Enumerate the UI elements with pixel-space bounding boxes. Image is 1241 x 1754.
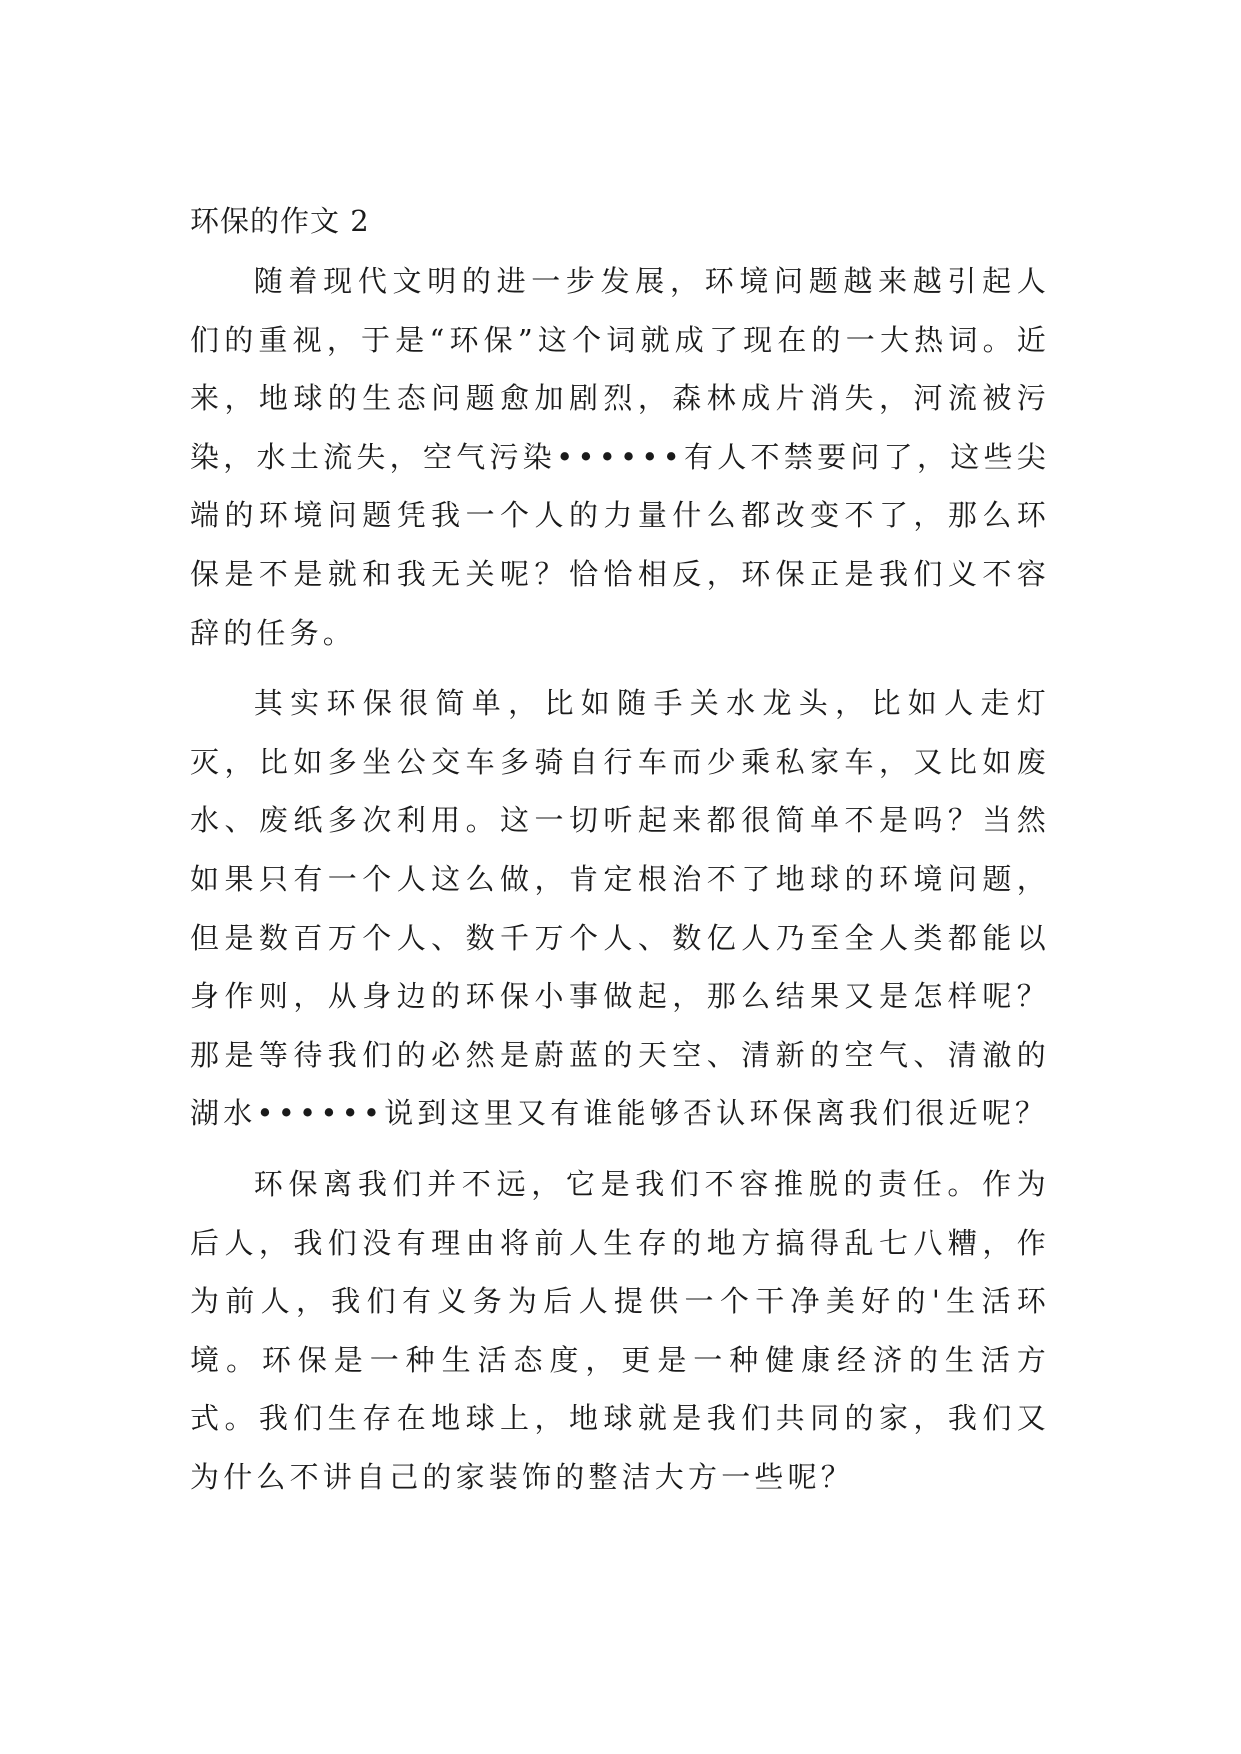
document-title: 环保的作文 2 — [190, 204, 370, 238]
paragraph: 随着现代文明的进一步发展，环境问题越来越引起人们的重视，于是“环保”这个词就成了现在的一大热词。近来，地球的生态问题愈加剧烈，森林成片消失，河流被污染，水土流失，空气污染••••••有人不禁要问了，这些尖端的环境问题凭我一个人的力量什么都改变不了，那么环保是不是就和我无关呢？恰恰相反，环保正是我们义不容辞的任务。 — [190, 264, 1050, 650]
paragraph: 其实环保很简单，比如随手关水龙头，比如人走灯灭，比如多坐公交车多骑自行车而少乘私家车，又比如废水、废纸多次利用。这一切听起来都很简单不是吗？当然如果只有一个人这么做，肯定根治不了地球的环境问题，但是数百万个人、数千万个人、数亿人乃至全人类都能以身作则，从身边的环保小事做起，那么结果又是怎样呢？那是等待我们的必然是蔚蓝的天空、清新的空气、清澈的湖水••••••说到这里又有谁能够否认环保离我们很近呢？ — [190, 686, 1050, 1131]
paragraph: 环保离我们并不远，它是我们不容推脱的责任。作为后人，我们没有理由将前人生存的地方搞得乱七八糟，作为前人，我们有义务为后人提供一个干净美好的'生活环境。环保是一种生活态度，更是一种健康经济的生活方式。我们生存在地球上，地球就是我们共同的家，我们又为什么不讲自己的家装饰的整洁大方一些呢？ — [190, 1166, 1050, 1494]
document-body — [190, 192, 1050, 1518]
